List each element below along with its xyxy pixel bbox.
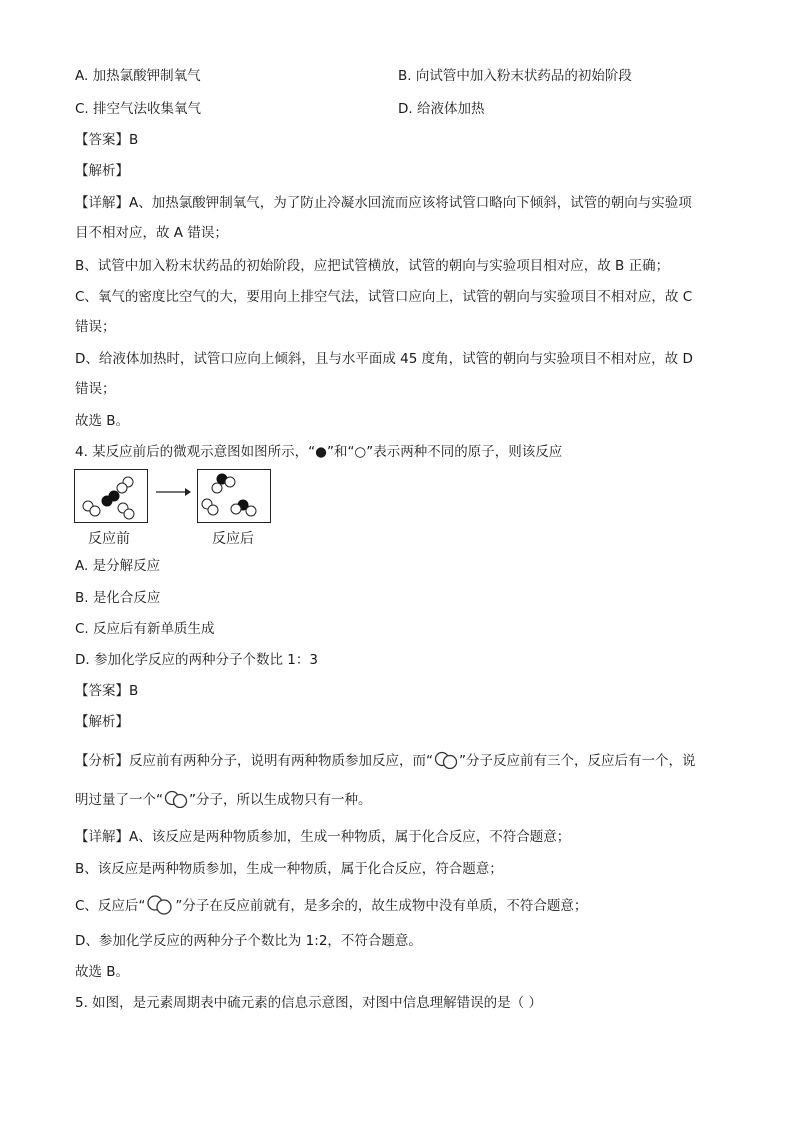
q3-option-d: D. 给液体加热: [398, 101, 485, 117]
arrow-icon: [155, 486, 191, 498]
before-molecules: [75, 470, 147, 522]
white-atom: [212, 483, 222, 493]
detail-text: ”分子在反应前就有，是多余的，故生成物中没有单质，不符合题意；: [175, 898, 588, 914]
q4-option-c: C. 反应后有新单质生成: [75, 621, 215, 637]
caption-after: 反应后: [212, 531, 254, 547]
q3-detail-line: 目不相对应，故 A 错误；: [75, 225, 228, 241]
white-atom: [90, 506, 100, 516]
q3-detail-line: 错误；: [75, 381, 116, 397]
after-molecules: [198, 470, 270, 522]
analysis-text: ”分子，所以生成物只有一种。: [189, 792, 372, 808]
q4-analysis-heading: 【解析】: [75, 714, 129, 730]
q4-analysis-line: [75, 790, 372, 809]
q4-detail-line: [75, 895, 587, 915]
q3-option-c: C. 排空气法收集氧气: [75, 101, 202, 117]
q3-detail-line: B、试管中加入粉末状药品的初始阶段，应把试管横放，试管的朝向与实验项目相对应，故 B 正确；: [75, 258, 670, 274]
q3-option-b: B. 向试管中加入粉末状药品的初始阶段: [398, 68, 632, 84]
q4-option-b: B. 是化合反应: [75, 590, 161, 606]
q3-detail-line: D、给液体加热时，试管口应向上倾斜，且与水平面成 45 度角，试管的朝向与实验项目不相对应，故 D: [75, 351, 693, 367]
after-box: [197, 469, 271, 523]
molecule-icon: [163, 790, 189, 808]
analysis-text: 明过量了一个“: [75, 792, 163, 808]
q3-conclusion: 故选 B。: [75, 413, 130, 429]
q4-detail-line: B、该反应是两种物质参加，生成一种物质，属于化合反应，符合题意；: [75, 861, 503, 877]
analysis-text: 【分析】反应前有两种分子，说明有两种物质参加反应，而“: [75, 753, 433, 769]
white-atom: [231, 504, 241, 514]
q4-answer: 【答案】B: [75, 683, 139, 699]
analysis-text: ”分子反应前有三个，反应后有一个，说: [459, 753, 696, 769]
caption-before: 反应前: [88, 531, 130, 547]
q3-detail-line: 【详解】A、加热氯酸钾制氧气，为了防止冷凝水回流而应该将试管口略向下倾斜，试管的朝向与实验项: [75, 195, 692, 211]
q3-detail-line: C、氧气的密度比空气的大，要用向上排空气法，试管口应向上，试管的朝向与实验项目不相对应，故 C: [75, 289, 693, 305]
q4-detail-line: 【详解】A、该反应是两种物质参加，生成一种物质，属于化合反应，不符合题意；: [75, 829, 571, 845]
q4-stem: 4. 某反应前后的微观示意图如图所示，“●”和“○”表示两种不同的原子，则该反应: [75, 444, 563, 460]
q5-stem: 5. 如图，是元素周期表中硫元素的信息示意图，对图中信息理解错误的是（ ）: [75, 995, 542, 1011]
white-atom: [225, 477, 235, 487]
black-atom: [102, 496, 112, 506]
q4-detail-line: D、参加化学反应的两种分子个数比为 1:2，不符合题意。: [75, 933, 422, 949]
white-atom: [246, 506, 256, 516]
q3-answer: 【答案】B: [75, 132, 139, 148]
molecule-icon: [145, 895, 175, 915]
molecule-icon: [433, 751, 459, 769]
q4-conclusion: 故选 B。: [75, 964, 130, 980]
q3-analysis-heading: 【解析】: [75, 163, 129, 179]
white-atom: [124, 509, 134, 519]
q3-option-a: A. 加热氯酸钾制氧气: [75, 68, 201, 84]
q4-option-a: A. 是分解反应: [75, 558, 161, 574]
before-box: [74, 469, 148, 523]
detail-text: C、反应后“: [75, 898, 146, 914]
q3-detail-line: 错误；: [75, 319, 116, 335]
white-atom: [208, 505, 218, 515]
q4-option-d: D. 参加化学反应的两种分子个数比 1：3: [75, 652, 318, 668]
white-atom: [117, 483, 127, 493]
q4-analysis-line: [75, 751, 696, 770]
